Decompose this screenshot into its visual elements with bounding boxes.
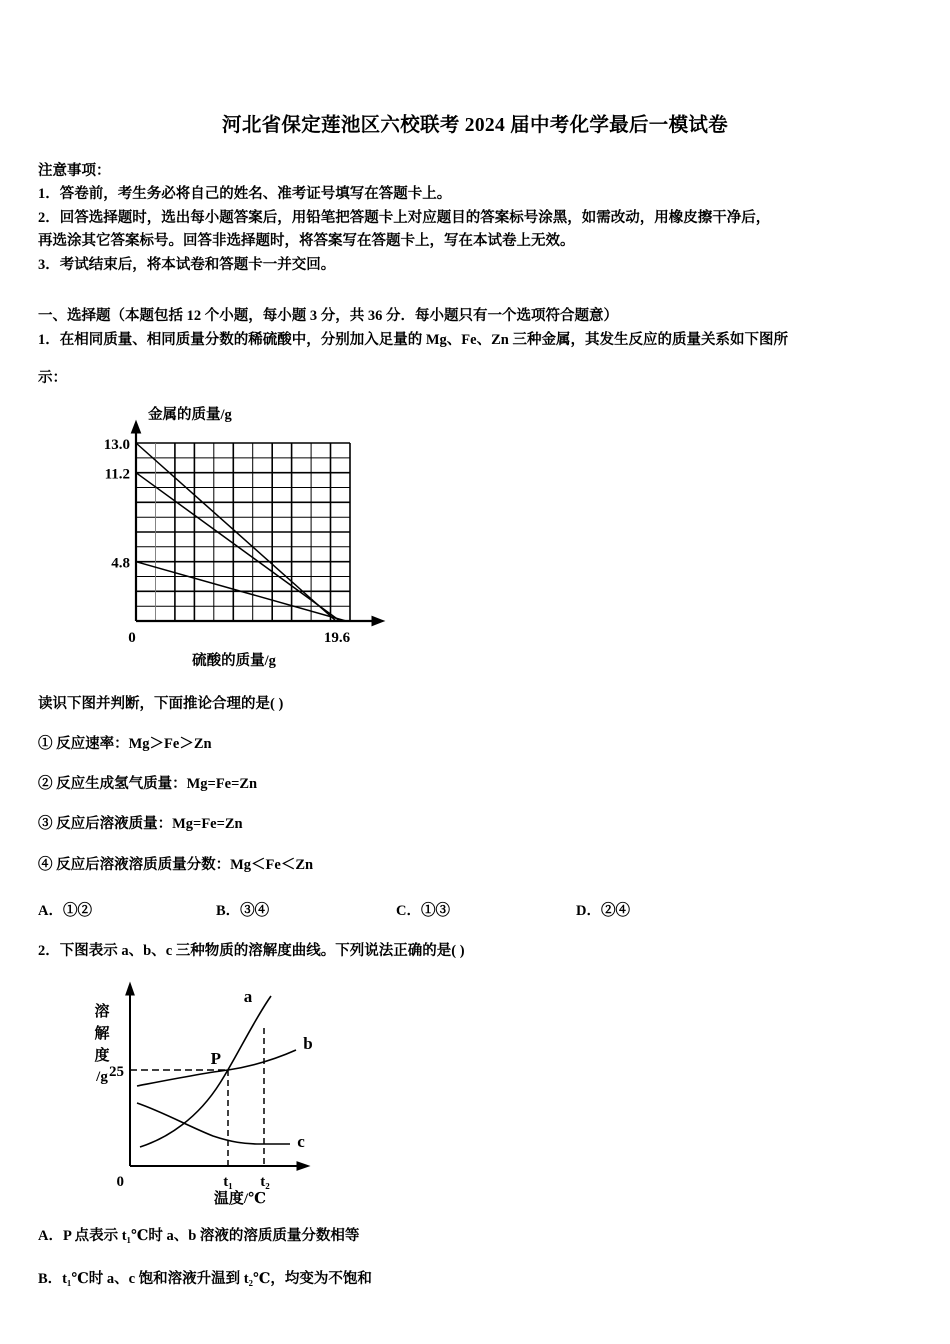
chart2-x-axis-title: 温度/℃ bbox=[213, 1190, 267, 1205]
question-1-option-b[interactable]: B．③④ bbox=[216, 902, 270, 919]
chart2-curve-b-label: b bbox=[303, 1033, 313, 1053]
question-1-stem-continued: 示： bbox=[38, 369, 67, 386]
chart1-x-axis-title: 硫酸的质量/g bbox=[192, 652, 276, 669]
question-1-option-c[interactable]: C．①③ bbox=[396, 902, 450, 919]
notice-line-2: 2．回答选择题时，选出每小题答案后，用铅笔把答题卡上对应题目的答案标号涂黑，如需改动，用橡皮擦干净后， bbox=[38, 209, 771, 226]
notice-line-3: 再选涂其它答案标号。回答非选择题时，将答案写在答题卡上，写在本试卷上无效。 bbox=[38, 233, 575, 250]
chart2-x-axis bbox=[130, 1161, 309, 1169]
question-1-statement-3: ③ 反应后溶液质量：Mg=Fe=Zn bbox=[38, 816, 243, 833]
question-1-stem: 1．在相同质量、相同质量分数的稀硫酸中，分别加入足量的 Mg、Fe、Zn 三种金属，其发生反应的质量关系如下图所 bbox=[38, 331, 788, 348]
chart1-x-axis bbox=[136, 616, 384, 625]
chart2-curve-a bbox=[140, 996, 271, 1147]
question-1-prompt: 读识下图并判断，下面推论合理的是( ) bbox=[38, 695, 284, 712]
chart2-y-axis-title-1: 溶 bbox=[94, 1003, 110, 1020]
question-1-option-d[interactable]: D．②④ bbox=[576, 902, 630, 919]
question-2-stem: 2．下图表示 a、b、c 三种物质的溶解度曲线。下列说法正确的是( ) bbox=[38, 942, 465, 959]
notice-heading: 注意事项： bbox=[38, 163, 111, 180]
chart1-y-axis-title: 金属的质量/g bbox=[148, 406, 232, 423]
chart2-y-axis bbox=[126, 983, 134, 1166]
notice-line-4: 3．考试结束后，将本试卷和答题卡一并交回。 bbox=[38, 256, 336, 273]
chart2-origin-label: 0 bbox=[116, 1173, 124, 1190]
section-heading-choice: 一、选择题（本题包括 12 个小题，每小题 3 分，共 36 分．每小题只有一个选项符合题意） bbox=[38, 307, 618, 324]
chart2-curve-c-label: c bbox=[297, 1131, 305, 1151]
chart2-curve-c bbox=[137, 1103, 290, 1144]
question-1-options bbox=[38, 899, 920, 920]
metal-mass-chart bbox=[88, 399, 418, 669]
chart2-curve-a-label: a bbox=[243, 986, 253, 1006]
chart1-xtick-196: 19.6 bbox=[323, 629, 351, 646]
chart1-gridlines bbox=[136, 443, 350, 621]
chart2-xtick-t1: t₁ bbox=[223, 1173, 233, 1190]
solubility-chart-svg bbox=[68, 970, 388, 1205]
solubility-chart bbox=[68, 970, 388, 1205]
chart2-point-p-label: P bbox=[210, 1048, 221, 1068]
chart2-y-axis-title-2: 解 bbox=[94, 1025, 110, 1042]
chart1-ytick-4: 4.8 bbox=[111, 555, 130, 572]
question-1-statement-2: ② 反应生成氢气质量：Mg=Fe=Zn bbox=[38, 776, 258, 793]
chart2-ytick-25: 25 bbox=[109, 1063, 124, 1080]
chart1-ytick-13: 13.0 bbox=[103, 436, 130, 453]
metal-mass-chart-svg bbox=[88, 399, 418, 669]
chart2-y-axis-title-4: /g bbox=[96, 1068, 108, 1085]
question-2-option-b[interactable]: B．t₁℃时 a、c 饱和溶液升温到 t₂℃，均变为不饱和 bbox=[38, 1270, 372, 1287]
chart1-ytick-11: 11.2 bbox=[104, 466, 130, 483]
chart2-xtick-t2: t₂ bbox=[260, 1173, 270, 1190]
chart1-origin-label: 0 bbox=[128, 629, 136, 646]
page-title: 河北省保定莲池区六校联考 2024 届中考化学最后一模试卷 bbox=[222, 115, 728, 136]
notice-line-1: 1．答卷前，考生务必将自己的姓名、准考证号填写在答题卡上。 bbox=[38, 186, 452, 203]
question-1-statement-4: ④ 反应后溶液溶质质量分数：Mg＜Fe＜Zn bbox=[38, 856, 314, 873]
question-1-option-a[interactable]: A．①② bbox=[38, 902, 92, 919]
document-body bbox=[0, 161, 950, 1291]
question-1-statement-1: ① 反应速率：Mg＞Fe＞Zn bbox=[38, 735, 212, 752]
question-2-option-a[interactable]: A．P 点表示 t₁℃时 a、b 溶液的溶质质量分数相等 bbox=[38, 1227, 360, 1244]
chart2-y-axis-title-3: 度 bbox=[94, 1047, 110, 1064]
